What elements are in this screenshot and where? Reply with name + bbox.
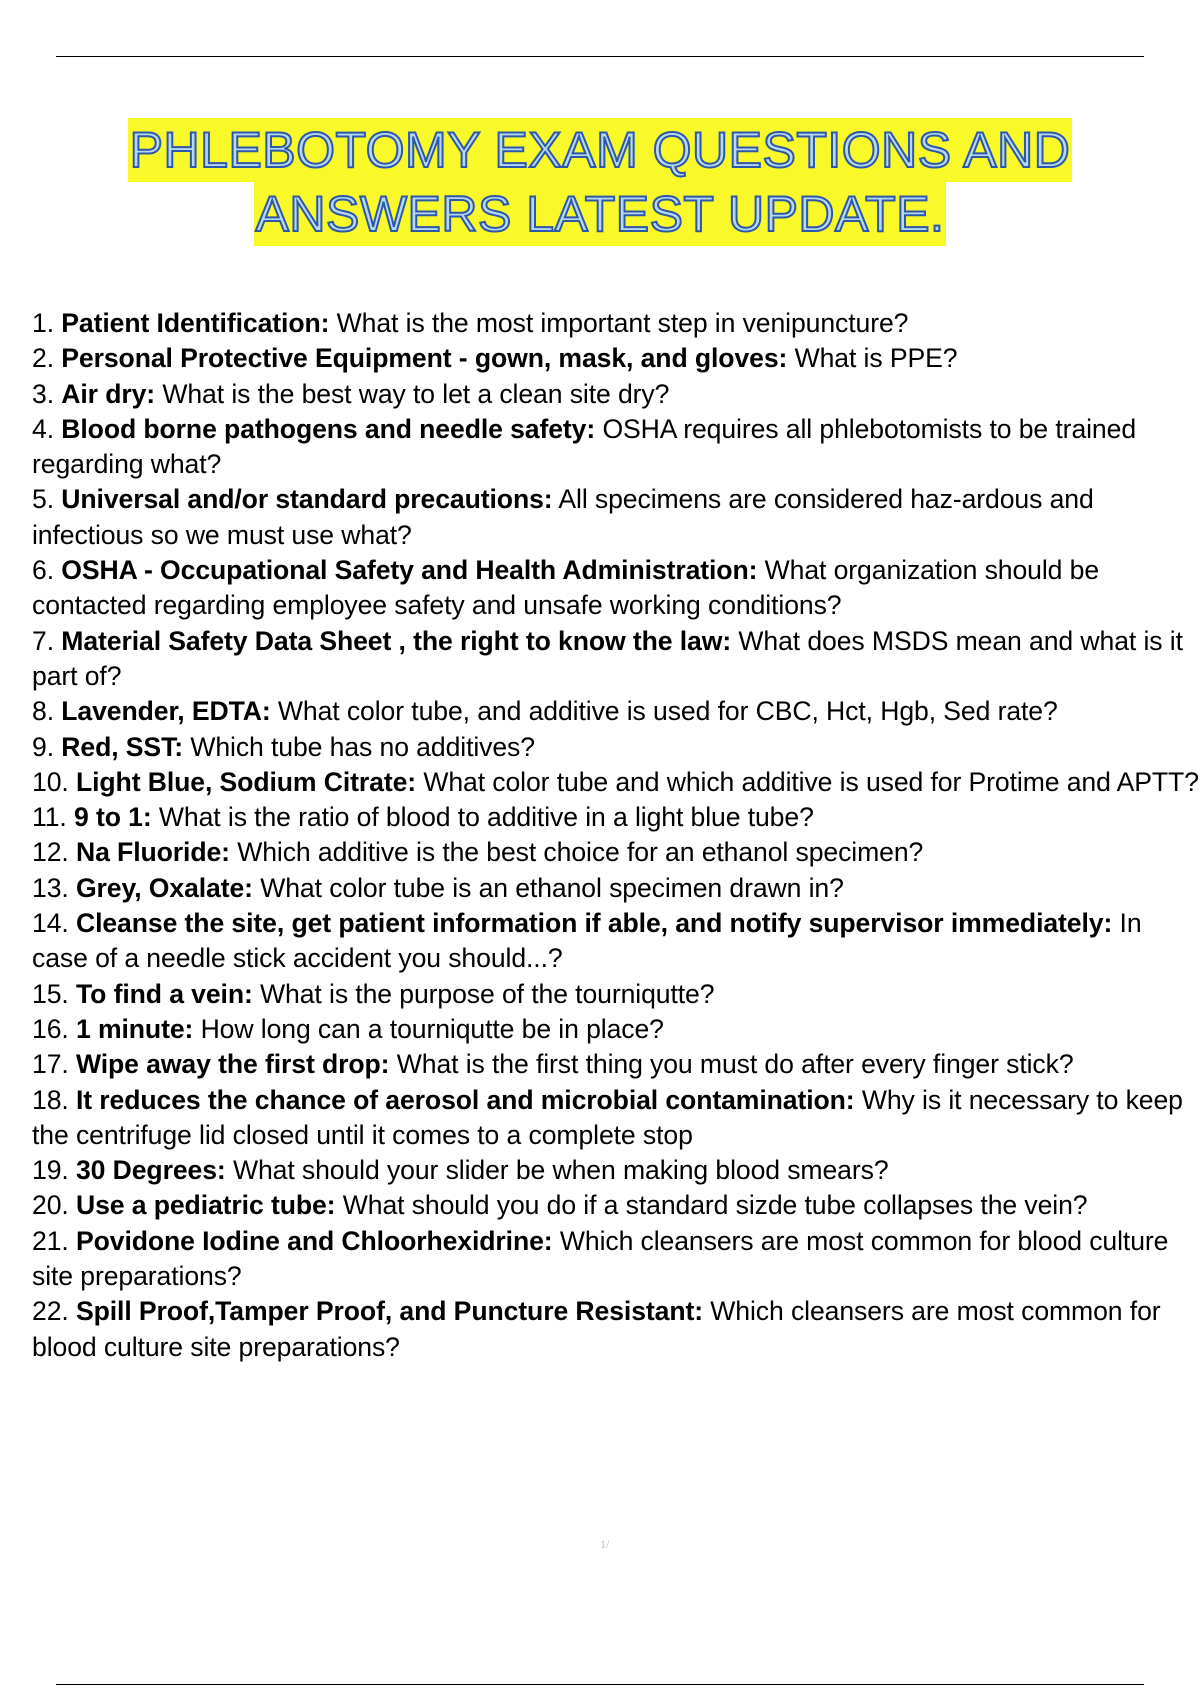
qa-item <box>32 1224 1200 1295</box>
qa-item <box>32 341 1200 376</box>
qa-item <box>32 1047 1200 1082</box>
answer-term: Patient Identification: <box>61 308 330 338</box>
answer-term: Use a pediatric tube: <box>75 1190 336 1221</box>
item-number: 8. <box>32 696 54 727</box>
item-number: 3. <box>32 378 54 409</box>
qa-item <box>32 800 1200 835</box>
qa-item <box>32 377 1200 412</box>
answer-term: Personal Protective Equipment - gown, mask, and gloves: <box>61 343 788 374</box>
item-number: 19. <box>32 1155 69 1186</box>
question-text: Which additive is the best choice for an ethanol specimen? <box>237 837 924 868</box>
item-number: 2. <box>32 343 54 374</box>
page-number: 1/ <box>600 1537 610 1551</box>
answer-term: 1 minute: <box>75 1013 194 1044</box>
question-text: What is the most important step in venipuncture? <box>336 308 909 338</box>
qa-item <box>32 553 1200 624</box>
item-number: 13. <box>32 872 69 903</box>
item-number: 16. <box>32 1013 69 1044</box>
question-text: What color tube is an ethanol specimen drawn in? <box>260 872 844 903</box>
item-number: 15. <box>32 978 69 1009</box>
qa-item <box>32 1083 1200 1154</box>
question-text: Which cleansers are most common for blood culture site preparations? <box>32 1296 1161 1362</box>
answer-term: Wipe away the first drop: <box>75 1049 390 1080</box>
item-number: 9. <box>32 731 54 762</box>
answer-term: 30 Degrees: <box>75 1155 226 1186</box>
item-number: 1. <box>32 308 54 338</box>
question-text: What organization should be contacted regarding employee safety and unsafe working conditions? <box>32 555 1100 621</box>
title-line-2: ANSWERS LATEST UPDATE. <box>254 182 947 246</box>
qa-item <box>32 306 1200 341</box>
qa-item <box>32 694 1200 729</box>
answer-term: Universal and/or standard precautions: <box>61 484 553 515</box>
qa-item <box>32 1153 1200 1188</box>
question-text: How long can a tourniqutte be in place? <box>200 1013 664 1044</box>
qa-item <box>32 412 1200 483</box>
item-number: 22. <box>32 1296 69 1327</box>
item-number: 14. <box>32 908 69 939</box>
item-number: 18. <box>32 1084 69 1115</box>
question-text: What color tube and which additive is used for Protime and APTT? <box>423 766 1199 797</box>
qa-list <box>32 306 1200 1365</box>
answer-term: Material Safety Data Sheet , the right to know the law: <box>61 625 732 656</box>
answer-term: Povidone Iodine and Chloorhexidrine: <box>75 1225 553 1256</box>
item-number: 12. <box>32 837 69 868</box>
document-title <box>0 118 1200 246</box>
bottom-rule <box>56 1684 1144 1685</box>
item-number: 5. <box>32 484 54 515</box>
qa-item <box>32 624 1200 695</box>
qa-item <box>32 1294 1200 1365</box>
answer-term: To find a vein: <box>75 978 253 1009</box>
answer-term: Lavender, EDTA: <box>61 696 271 727</box>
question-text: What is the first thing you must do after every finger stick? <box>396 1049 1074 1080</box>
question-text: In case of a needle stick accident you should...? <box>32 908 1142 974</box>
question-text: What should you do if a standard sizde tube collapses the vein? <box>342 1190 1088 1221</box>
qa-item <box>32 1012 1200 1047</box>
answer-term: 9 to 1: <box>74 802 152 833</box>
question-text: What should your slider be when making blood smears? <box>232 1155 889 1186</box>
qa-item <box>32 730 1200 765</box>
question-text: What is the best way to let a clean site dry? <box>162 378 670 409</box>
answer-term: Red, SST: <box>61 731 184 762</box>
answer-term: It reduces the chance of aerosol and microbial contamination: <box>75 1084 855 1115</box>
answer-term: Cleanse the site, get patient information if able, and notify supervisor immediately: <box>75 908 1113 939</box>
question-text: What color tube, and additive is used for CBC, Hct, Hgb, Sed rate? <box>277 696 1058 727</box>
question-text: Which cleansers are most common for blood culture site preparations? <box>32 1225 1169 1292</box>
question-text: What does MSDS mean and what is it part of? <box>32 625 1183 691</box>
question-text: What is the ratio of blood to additive in a light blue tube? <box>158 802 814 833</box>
top-rule <box>56 56 1144 57</box>
question-text: All specimens are considered haz-ardous and infectious so we must use what? <box>32 484 1094 550</box>
item-number: 20. <box>32 1190 69 1221</box>
answer-term: Spill Proof,Tamper Proof, and Puncture Resistant: <box>75 1296 703 1327</box>
item-number: 4. <box>32 413 54 444</box>
question-text: Why is it necessary to keep the centrifuge lid closed until it comes to a complete stop <box>32 1084 1183 1150</box>
answer-term: OSHA - Occupational Safety and Health Administration: <box>61 555 758 586</box>
title-line-1: PHLEBOTOMY EXAM QUESTIONS AND <box>128 118 1073 182</box>
item-number: 17. <box>32 1049 69 1080</box>
qa-item <box>32 765 1200 800</box>
question-text: What is PPE? <box>794 343 958 374</box>
item-number: 21. <box>32 1225 69 1256</box>
answer-term: Grey, Oxalate: <box>75 872 253 903</box>
item-number: 6. <box>32 555 54 586</box>
item-number: 10. <box>32 766 69 797</box>
question-text: OSHA requires all phlebotomists to be trained regarding what? <box>32 413 1137 480</box>
qa-item <box>32 1188 1200 1223</box>
qa-item <box>32 482 1200 553</box>
answer-term: Na Fluoride: <box>75 837 230 868</box>
answer-term: Air dry: <box>61 378 156 409</box>
answer-term: Light Blue, Sodium Citrate: <box>75 766 417 797</box>
item-number: 7. <box>32 625 54 656</box>
qa-item <box>32 835 1200 870</box>
qa-item <box>32 977 1200 1012</box>
item-number: 11. <box>32 802 67 833</box>
answer-term: Blood borne pathogens and needle safety: <box>61 413 596 444</box>
qa-item <box>32 906 1200 977</box>
question-text: What is the purpose of the tourniqutte? <box>260 978 715 1009</box>
question-text: Which tube has no additives? <box>190 731 535 762</box>
qa-item <box>32 871 1200 906</box>
